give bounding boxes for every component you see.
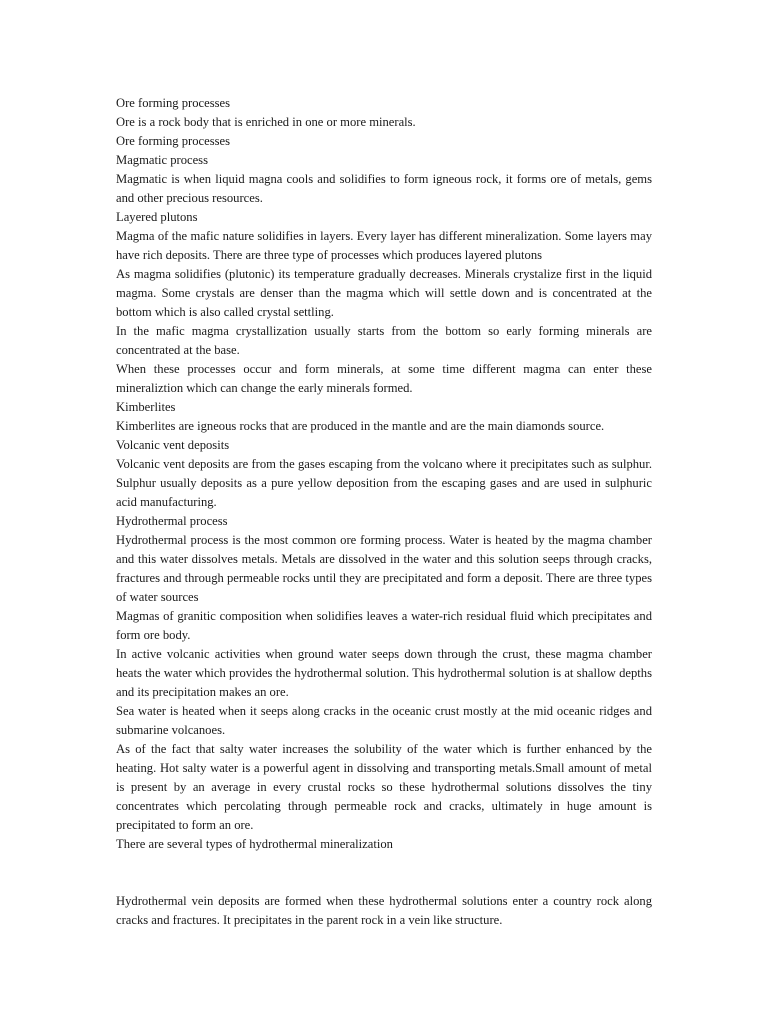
paragraph: Volcanic vent deposits are from the gases escaping from the volcano where it precipitates such as sulphur. Sulphur usually deposits as a pure yellow deposition from the escaping gases and are used in sulphuric acid manufacturing. (116, 457, 652, 509)
paragraph: Sea water is heated when it seeps along cracks in the oceanic crust mostly at the mid oceanic ridges and submarine volcanoes. (116, 704, 652, 737)
document-title: Ore forming processes (116, 96, 231, 110)
section-heading: Kimberlites (116, 400, 176, 414)
paragraph: Hydrothermal vein deposits are formed when these hydrothermal solutions enter a country rock along cracks and fractures. It precipitates in the parent rock in a vein like structure. (116, 894, 652, 927)
paragraph: In the mafic magma crystallization usually starts from the bottom so early forming minerals are concentrated at the base. (116, 324, 652, 357)
section-heading: Volcanic vent deposits (116, 438, 230, 452)
paragraph: Magma of the mafic nature solidifies in layers. Every layer has different mineralization. Some layers may have rich deposits. There are three type of processes which produces layered plutons (116, 229, 652, 262)
paragraph: Magmatic is when liquid magna cools and solidifies to form igneous rock, it forms ore of metals, gems and other precious resources. (116, 172, 652, 205)
blank-space (116, 854, 652, 892)
section-heading: Ore forming processes (116, 134, 231, 148)
paragraph: In active volcanic activities when ground water seeps down through the crust, these magma chamber heats the water which provides the hydrothermal solution. This hydrothermal solution is at shallow depths and its precipitation makes an ore. (116, 647, 652, 699)
paragraph: Magmas of granitic composition when solidifies leaves a water-rich residual fluid which precipitates and form ore body. (116, 609, 652, 642)
paragraph: As of the fact that salty water increases the solubility of the water which is further enhanced by the heating. Hot salty water is a powerful agent in dissolving and transporting metals.Small amount of metal is present by an average in every crustal rocks so these hydrothermal solutions dissolves the tiny concentrates which percolating through permeable rock and cracks, ultimately in huge amount is precipitated to form an ore. (116, 742, 652, 832)
section-heading: There are several types of hydrothermal mineralization (116, 837, 393, 851)
section-heading: Layered plutons (116, 210, 198, 224)
paragraph: As magma solidifies (plutonic) its temperature gradually decreases. Minerals crystalize first in the liquid magma. Some crystals are denser than the magma which will settle down and is concentrated at the bottom which is also called crystal settling. (116, 267, 652, 319)
paragraph: Kimberlites are igneous rocks that are produced in the mantle and are the main diamonds source. (116, 419, 605, 433)
paragraph: Hydrothermal process is the most common ore forming process. Water is heated by the magma chamber and this water dissolves metals. Metals are dissolved in the water and this solution seeps through cracks, fractures and through permeable rocks until they are precipitated and form a deposit. There are three types of water sources (116, 533, 652, 604)
document-page (116, 94, 652, 930)
paragraph: Ore is a rock body that is enriched in one or more minerals. (116, 115, 416, 129)
paragraph: When these processes occur and form minerals, at some time different magma can enter these mineraliztion which can change the early minerals formed. (116, 362, 652, 395)
section-heading: Magmatic process (116, 153, 208, 167)
section-heading: Hydrothermal process (116, 514, 228, 528)
